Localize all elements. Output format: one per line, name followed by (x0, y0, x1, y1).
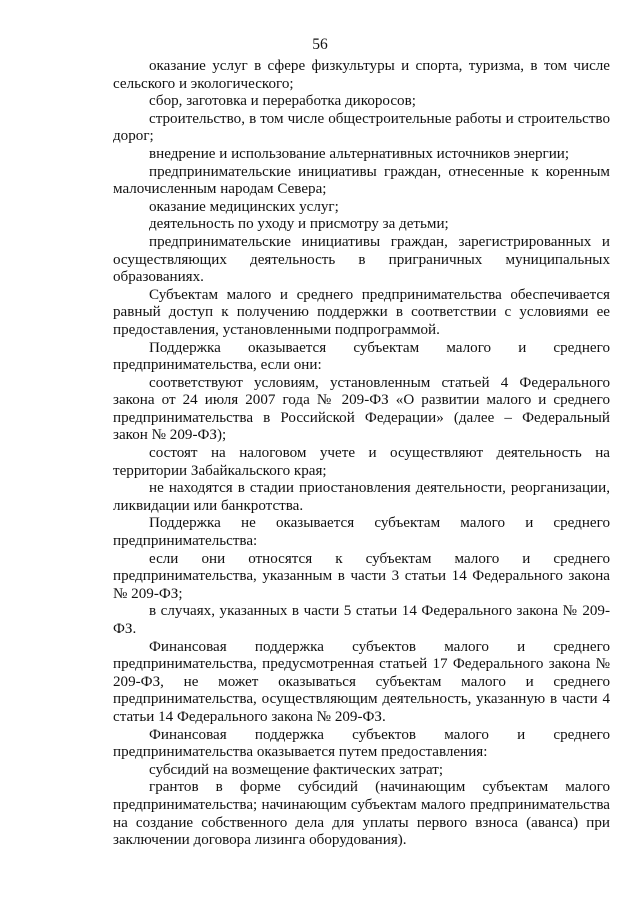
paragraph: состоят на налоговом учете и осуществляют деятельность на территории Забайкальского края; (113, 445, 610, 479)
paragraph: Поддержка не оказывается субъектам малого и среднего предпринимательства: (113, 515, 610, 550)
paragraph: деятельность по уходу и присмотру за детьми; (149, 216, 449, 233)
paragraph: грантов в форме субсидий (начинающим субъектам малого предпринимательства; начинающим субъектам малого предпринимательства на создание собственного дела для уплаты первого взноса (аванса) при заключении договора лизинга оборудования). (113, 779, 610, 849)
paragraph: сбор, заготовка и переработка дикоросов; (149, 93, 416, 110)
paragraph: оказание услуг в сфере физкультуры и спорта, туризма, в том числе сельского и экологического; (113, 58, 610, 92)
paragraph: если они относятся к субъектам малого и среднего предпринимательства, указанным в части 3 статьи 14 Федерального закона № 209-ФЗ; (113, 550, 610, 602)
paragraph: Финансовая поддержка субъектов малого и среднего предпринимательства, предусмотренная статьей 17 Федерального закона № 209-ФЗ, не может оказываться субъектам малого и среднего предпринимательства, осуществляющим деятельность, указанную в части 4 статьи 14 Федерального закона № 209-ФЗ. (113, 638, 610, 725)
paragraph: строительство, в том числе общестроительные работы и строительство дорог; (113, 110, 610, 145)
paragraph: Субъектам малого и среднего предпринимательства обеспечивается равный доступ к получению поддержки в соответствии с условиями ее предоставления, установленными подпрограммой. (113, 286, 610, 338)
paragraph: оказание медицинских услуг; (149, 198, 339, 215)
paragraph: субсидий на возмещение фактических затрат; (149, 761, 444, 778)
paragraph: не находятся в стадии приостановления деятельности, реорганизации, ликвидации или банкротства. (113, 480, 610, 514)
paragraph: Финансовая поддержка субъектов малого и среднего предпринимательства оказывается путем предоставления: (113, 726, 610, 761)
paragraph: внедрение и использование альтернативных источников энергии; (149, 145, 570, 162)
paragraph: предпринимательские инициативы граждан, зарегистрированных и осуществляющих деятельность в приграничных муниципальных образованиях. (113, 233, 610, 286)
paragraph: Поддержка оказывается субъектам малого и среднего предпринимательства, если они: (113, 339, 610, 374)
paragraph: в случаях, указанных в части 5 статьи 14 Федерального закона № 209-ФЗ. (113, 603, 610, 637)
document-body (113, 58, 610, 850)
paragraph: соответствуют условиям, установленным статьей 4 Федерального закона от 24 июля 2007 года № 209-ФЗ «О развитии малого и среднего предпринимательства в Российской Федерации» (далее – Федеральный закон № 209-ФЗ); (113, 374, 610, 444)
paragraph: предпринимательские инициативы граждан, отнесенные к коренным малочисленным народам Севера; (113, 163, 610, 198)
page-number: 56 (312, 36, 328, 53)
